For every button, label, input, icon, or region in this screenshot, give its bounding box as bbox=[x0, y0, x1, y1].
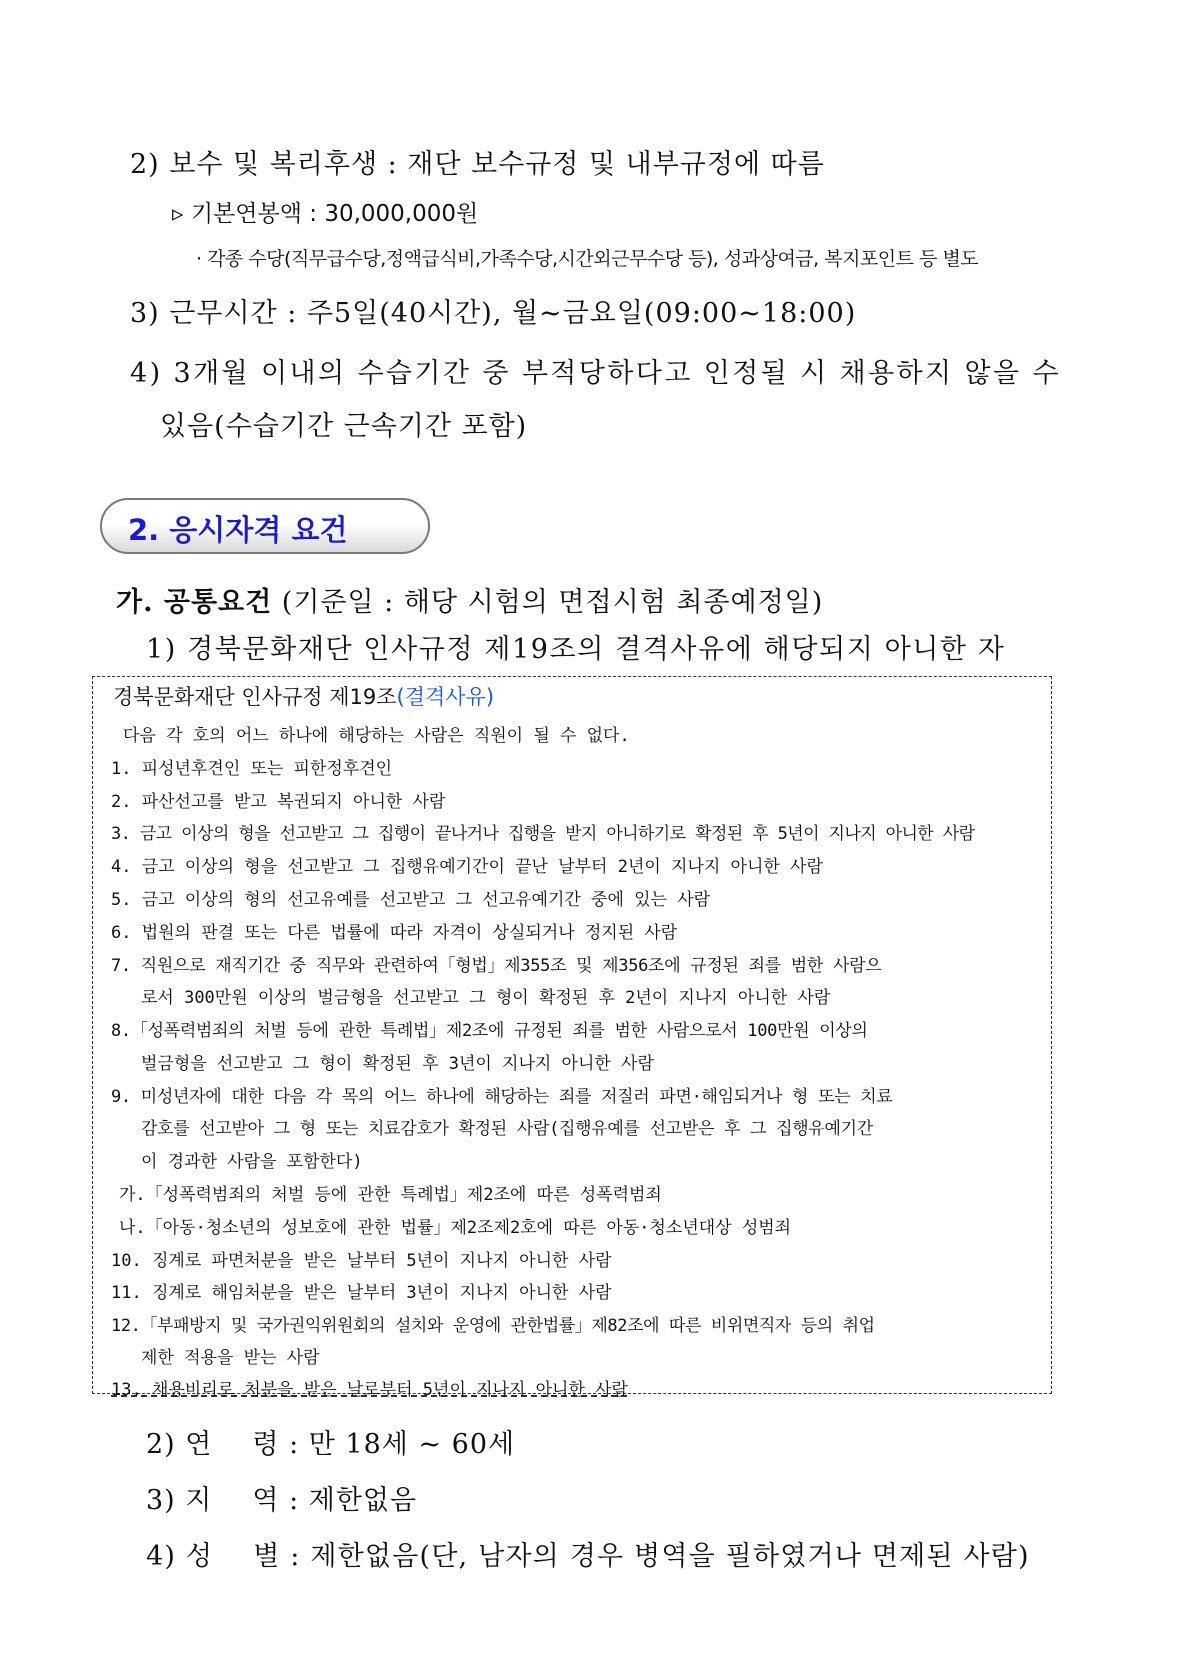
item-region bbox=[146, 1478, 417, 1517]
common-heading-criteria: (기준일 : 해당 시험의 면접시험 최종예정일) bbox=[272, 587, 824, 618]
rule-line: 7. 직원으로 재직기간 중 직무와 관련하여「형법」제355조 및 제356조에 규정된 죄를 범한 사람으 bbox=[111, 956, 882, 976]
item-gender bbox=[146, 1534, 1030, 1573]
common-heading-label: 가. 공통요건 bbox=[116, 587, 273, 618]
region-value: : 제한없음 bbox=[289, 1485, 418, 1516]
section-title-box bbox=[100, 498, 430, 554]
item-probation-line1: 4) 3개월 이내의 수습기간 중 부적당하다고 인정될 시 채용하지 않을 수 bbox=[130, 358, 1061, 389]
rule-line: 6. 법원의 판결 또는 다른 법률에 따라 자격이 상실되거나 정지된 사람 bbox=[111, 923, 678, 943]
rule-line: 1. 피성년후견인 또는 피한정후견인 bbox=[111, 759, 393, 779]
rule-line: 13. 채용비리로 처분을 받은 날로부터 5년이 지나지 아니한 사람 bbox=[111, 1380, 628, 1400]
rule-line: 벌금형을 선고받고 그 형이 확정된 후 3년이 지나지 아니한 사람 bbox=[141, 1054, 654, 1074]
item-age bbox=[146, 1422, 515, 1461]
rule-line: 9. 미성년자에 대한 다음 각 목의 어느 하나에 해당하는 죄를 저질러 파면·해임되거나 형 또는 치료 bbox=[111, 1087, 893, 1107]
rule-line: 로서 300만원 이상의 벌금형을 선고받고 그 형이 확정된 후 2년이 지나지 아니한 사람 bbox=[141, 988, 831, 1008]
rule-line: 가.「성폭력범죄의 처벌 등에 관한 특례법」제2조에 따른 성폭력범죄 bbox=[119, 1185, 662, 1205]
rule-line: 12.「부패방지 및 국가권익위원회의 설치와 운영에 관한법률」제82조에 따른 비위면직자 등의 취업 bbox=[111, 1316, 875, 1336]
rule-title-text: 경북문화재단 인사규정 제19조 bbox=[113, 685, 397, 709]
item-salary: 2) 보수 및 복리후생 : 재단 보수규정 및 내부규정에 따름 bbox=[130, 149, 825, 180]
item-allowance-note: · 각종 수당(직무급수당,정액급식비,가족수당,시간외근무수당 등), 성과상여금, 복지포인트 등 별도 bbox=[196, 248, 979, 270]
rule-line: 5. 금고 이상의 형의 선고유예를 선고받고 그 선고유예기간 중에 있는 사람 bbox=[111, 890, 711, 910]
rule-line: 제한 적용을 받는 사람 bbox=[141, 1348, 320, 1368]
gender-label: 4) 성 bbox=[146, 1541, 214, 1572]
gender-label-2: 별 bbox=[253, 1541, 281, 1572]
rule-box bbox=[92, 676, 1052, 1400]
rule-box-title bbox=[113, 681, 494, 711]
region-label-2: 역 bbox=[252, 1485, 280, 1516]
rule-line: 11. 징계로 해임처분을 받은 날부터 3년이 지나지 아니한 사람 bbox=[111, 1283, 612, 1303]
rule-line: 나.「아동·청소년의 성보호에 관한 법률」제2조제2호에 따른 아동·청소년대상 성범죄 bbox=[119, 1218, 792, 1238]
item-base-salary: ▹ 기본연봉액 : 30,000,000원 bbox=[172, 201, 479, 227]
rule-line: 2. 파산선고를 받고 복권되지 아니한 사람 bbox=[111, 792, 446, 812]
rule-line: 감호를 선고받아 그 형 또는 치료감호가 확정된 사람(집행유예를 선고받은 후 그 집행유예기간 bbox=[141, 1119, 873, 1139]
rule-line: 4. 금고 이상의 형을 선고받고 그 집행유예기간이 끝난 날부터 2년이 지나지 아니한 사람 bbox=[111, 857, 823, 877]
section-title: 2. 응시자격 요건 bbox=[128, 513, 348, 547]
common-heading bbox=[116, 580, 823, 619]
rule-line: 다음 각 호의 어느 하나에 해당하는 사람은 직원이 될 수 없다. bbox=[123, 726, 630, 746]
rule-line: 3. 금고 이상의 형을 선고받고 그 집행이 끝나거나 집행을 받지 아니하기로 확정된 후 5년이 지나지 아니한 사람 bbox=[111, 824, 975, 844]
common-item-1: 1) 경북문화재단 인사규정 제19조의 결격사유에 해당되지 아니한 자 bbox=[146, 634, 1006, 665]
gender-value: : 제한없음(단, 남자의 경우 병역을 필하였거나 면제된 사람) bbox=[290, 1541, 1030, 1572]
age-label-2: 령 bbox=[252, 1429, 280, 1460]
rule-title-paren: (결격사유) bbox=[396, 685, 495, 709]
age-value: : 만 18세 ~ 60세 bbox=[289, 1429, 516, 1460]
rule-line: 10. 징계로 파면처분을 받은 날부터 5년이 지나지 아니한 사람 bbox=[111, 1251, 612, 1271]
item-work-hours: 3) 근무시간 : 주5일(40시간), 월~금요일(09:00~18:00) bbox=[130, 298, 857, 329]
age-label: 2) 연 bbox=[146, 1429, 213, 1460]
rule-line: 8.「성폭력범죄의 처벌 등에 관한 특례법」제2조에 규정된 죄를 범한 사람으로서 100만원 이상의 bbox=[111, 1021, 868, 1041]
region-label: 3) 지 bbox=[146, 1485, 213, 1516]
rule-line: 이 경과한 사람을 포함한다) bbox=[141, 1152, 363, 1172]
item-probation-line2: 있음(수습기간 근속기간 포함) bbox=[160, 411, 528, 442]
